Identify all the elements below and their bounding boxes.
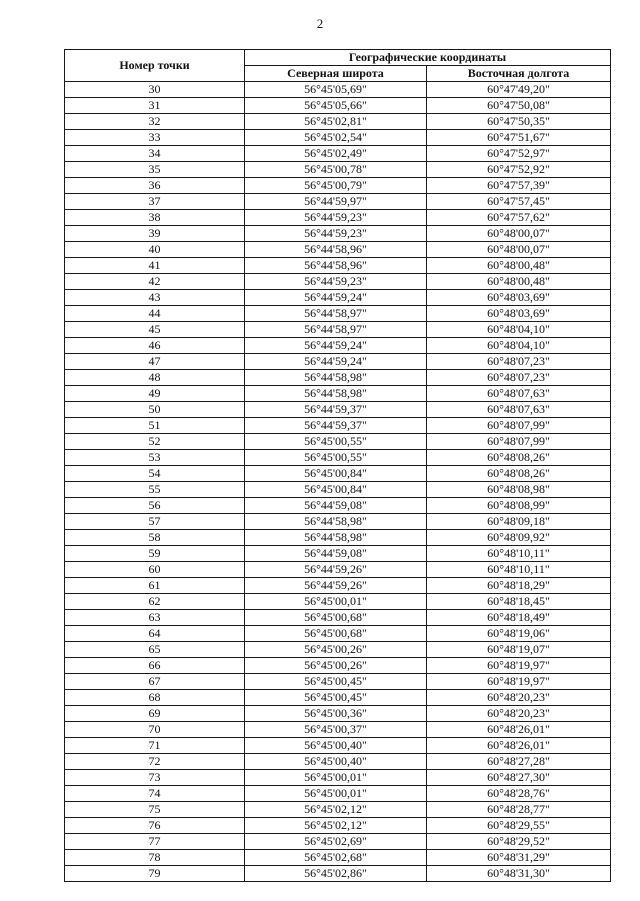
longitude-cell: 60°48'04,10"	[427, 322, 611, 338]
point-number-cell: 36	[65, 178, 245, 194]
point-number-cell: 66	[65, 658, 245, 674]
table-row	[65, 642, 611, 658]
longitude-cell: 60°47'49,20"	[427, 82, 611, 98]
point-number-cell: 64	[65, 626, 245, 642]
table-row	[65, 178, 611, 194]
point-number-cell: 50	[65, 402, 245, 418]
latitude-cell: 56°45'00,37"	[245, 722, 427, 738]
table-row	[65, 258, 611, 274]
latitude-cell: 56°44'59,24"	[245, 354, 427, 370]
longitude-cell: 60°48'18,29"	[427, 578, 611, 594]
table-row	[65, 850, 611, 866]
longitude-cell: 60°48'09,18"	[427, 514, 611, 530]
latitude-cell: 56°44'58,96"	[245, 242, 427, 258]
latitude-cell: 56°45'00,79"	[245, 178, 427, 194]
latitude-cell: 56°45'00,45"	[245, 674, 427, 690]
point-number-cell: 79	[65, 866, 245, 882]
longitude-cell: 60°48'18,49"	[427, 610, 611, 626]
latitude-cell: 56°44'59,08"	[245, 498, 427, 514]
longitude-cell: 60°47'52,92"	[427, 162, 611, 178]
point-number-cell: 76	[65, 818, 245, 834]
point-number-cell: 51	[65, 418, 245, 434]
table-row	[65, 338, 611, 354]
latitude-cell: 56°44'59,37"	[245, 402, 427, 418]
point-number-cell: 45	[65, 322, 245, 338]
point-number-cell: 47	[65, 354, 245, 370]
table-row	[65, 242, 611, 258]
table-row	[65, 626, 611, 642]
longitude-cell: 60°48'29,52"	[427, 834, 611, 850]
point-number-cell: 77	[65, 834, 245, 850]
table-row	[65, 786, 611, 802]
point-number-cell: 49	[65, 386, 245, 402]
table-row	[65, 194, 611, 210]
point-number-cell: 55	[65, 482, 245, 498]
header-point-number: Номер точки	[65, 50, 245, 82]
latitude-cell: 56°45'05,69"	[245, 82, 427, 98]
longitude-cell: 60°48'09,92"	[427, 530, 611, 546]
longitude-cell: 60°48'00,48"	[427, 258, 611, 274]
longitude-cell: 60°48'10,11"	[427, 546, 611, 562]
latitude-cell: 56°45'00,68"	[245, 610, 427, 626]
latitude-cell: 56°45'02,68"	[245, 850, 427, 866]
longitude-cell: 60°48'00,07"	[427, 226, 611, 242]
longitude-cell: 60°48'00,48"	[427, 274, 611, 290]
latitude-cell: 56°44'59,97"	[245, 194, 427, 210]
point-number-cell: 53	[65, 450, 245, 466]
table-row	[65, 274, 611, 290]
latitude-cell: 56°45'00,01"	[245, 770, 427, 786]
point-number-cell: 38	[65, 210, 245, 226]
table-row	[65, 354, 611, 370]
point-number-cell: 72	[65, 754, 245, 770]
table-row	[65, 610, 611, 626]
table-row	[65, 546, 611, 562]
table-row	[65, 770, 611, 786]
point-number-cell: 39	[65, 226, 245, 242]
table-row	[65, 82, 611, 98]
point-number-cell: 52	[65, 434, 245, 450]
table-row	[65, 738, 611, 754]
latitude-cell: 56°44'59,26"	[245, 562, 427, 578]
longitude-cell: 60°48'27,28"	[427, 754, 611, 770]
longitude-cell: 60°48'07,99"	[427, 418, 611, 434]
latitude-cell: 56°44'58,97"	[245, 306, 427, 322]
longitude-cell: 60°48'00,07"	[427, 242, 611, 258]
longitude-cell: 60°48'10,11"	[427, 562, 611, 578]
table-row	[65, 450, 611, 466]
latitude-cell: 56°45'00,55"	[245, 434, 427, 450]
longitude-cell: 60°47'57,62"	[427, 210, 611, 226]
table-row	[65, 514, 611, 530]
table-row	[65, 674, 611, 690]
point-number-cell: 40	[65, 242, 245, 258]
point-number-cell: 58	[65, 530, 245, 546]
point-number-cell: 42	[65, 274, 245, 290]
longitude-cell: 60°48'31,29"	[427, 850, 611, 866]
table-row	[65, 818, 611, 834]
table-row	[65, 658, 611, 674]
latitude-cell: 56°45'00,45"	[245, 690, 427, 706]
longitude-cell: 60°48'18,45"	[427, 594, 611, 610]
table-header	[65, 50, 611, 82]
longitude-cell: 60°48'28,77"	[427, 802, 611, 818]
point-number-cell: 62	[65, 594, 245, 610]
point-number-cell: 35	[65, 162, 245, 178]
latitude-cell: 56°45'00,01"	[245, 786, 427, 802]
longitude-cell: 60°48'20,23"	[427, 690, 611, 706]
point-number-cell: 61	[65, 578, 245, 594]
point-number-cell: 69	[65, 706, 245, 722]
header-geo-coordinates: Географические координаты	[245, 50, 611, 66]
header-east-longitude: Восточная долгота	[427, 66, 611, 82]
longitude-cell: 60°48'19,97"	[427, 658, 611, 674]
longitude-cell: 60°48'26,01"	[427, 722, 611, 738]
latitude-cell: 56°45'00,40"	[245, 754, 427, 770]
table-row	[65, 706, 611, 722]
point-number-cell: 46	[65, 338, 245, 354]
table-row	[65, 866, 611, 882]
longitude-cell: 60°48'08,99"	[427, 498, 611, 514]
table-row	[65, 322, 611, 338]
point-number-cell: 75	[65, 802, 245, 818]
point-number-cell: 68	[65, 690, 245, 706]
table-row	[65, 98, 611, 114]
longitude-cell: 60°48'08,26"	[427, 450, 611, 466]
longitude-cell: 60°48'19,06"	[427, 626, 611, 642]
table-row	[65, 482, 611, 498]
table-row	[65, 722, 611, 738]
table-row	[65, 370, 611, 386]
table-row	[65, 754, 611, 770]
point-number-cell: 74	[65, 786, 245, 802]
longitude-cell: 60°48'03,69"	[427, 306, 611, 322]
point-number-cell: 71	[65, 738, 245, 754]
latitude-cell: 56°45'00,40"	[245, 738, 427, 754]
latitude-cell: 56°44'59,08"	[245, 546, 427, 562]
table-row	[65, 578, 611, 594]
point-number-cell: 78	[65, 850, 245, 866]
longitude-cell: 60°48'07,23"	[427, 370, 611, 386]
latitude-cell: 56°44'59,24"	[245, 338, 427, 354]
table-row	[65, 162, 611, 178]
latitude-cell: 56°44'59,26"	[245, 578, 427, 594]
table-row	[65, 434, 611, 450]
latitude-cell: 56°44'58,98"	[245, 370, 427, 386]
latitude-cell: 56°45'00,36"	[245, 706, 427, 722]
table-row	[65, 226, 611, 242]
latitude-cell: 56°44'58,98"	[245, 514, 427, 530]
latitude-cell: 56°44'59,23"	[245, 274, 427, 290]
table-row	[65, 690, 611, 706]
latitude-cell: 56°44'58,97"	[245, 322, 427, 338]
longitude-cell: 60°47'52,97"	[427, 146, 611, 162]
latitude-cell: 56°45'00,84"	[245, 466, 427, 482]
longitude-cell: 60°48'07,23"	[427, 354, 611, 370]
latitude-cell: 56°45'02,86"	[245, 866, 427, 882]
longitude-cell: 60°47'51,67"	[427, 130, 611, 146]
longitude-cell: 60°48'07,63"	[427, 402, 611, 418]
point-number-cell: 44	[65, 306, 245, 322]
latitude-cell: 56°44'59,37"	[245, 418, 427, 434]
latitude-cell: 56°44'59,23"	[245, 226, 427, 242]
longitude-cell: 60°48'04,10"	[427, 338, 611, 354]
longitude-cell: 60°47'50,08"	[427, 98, 611, 114]
point-number-cell: 32	[65, 114, 245, 130]
table-row	[65, 498, 611, 514]
table-row	[65, 418, 611, 434]
table-row	[65, 594, 611, 610]
longitude-cell: 60°48'29,55"	[427, 818, 611, 834]
latitude-cell: 56°45'02,12"	[245, 818, 427, 834]
latitude-cell: 56°45'02,12"	[245, 802, 427, 818]
point-number-cell: 59	[65, 546, 245, 562]
latitude-cell: 56°45'02,54"	[245, 130, 427, 146]
page-number: 2	[316, 16, 324, 31]
point-number-cell: 67	[65, 674, 245, 690]
longitude-cell: 60°48'27,30"	[427, 770, 611, 786]
longitude-cell: 60°48'03,69"	[427, 290, 611, 306]
longitude-cell: 60°48'19,07"	[427, 642, 611, 658]
longitude-cell: 60°47'50,35"	[427, 114, 611, 130]
latitude-cell: 56°45'00,26"	[245, 658, 427, 674]
longitude-cell: 60°48'08,26"	[427, 466, 611, 482]
table-row	[65, 802, 611, 818]
table-row	[65, 466, 611, 482]
longitude-cell: 60°48'26,01"	[427, 738, 611, 754]
point-number-cell: 30	[65, 82, 245, 98]
latitude-cell: 56°45'00,26"	[245, 642, 427, 658]
point-number-cell: 70	[65, 722, 245, 738]
point-number-cell: 65	[65, 642, 245, 658]
table-row	[65, 146, 611, 162]
point-number-cell: 31	[65, 98, 245, 114]
point-number-cell: 41	[65, 258, 245, 274]
latitude-cell: 56°44'59,23"	[245, 210, 427, 226]
latitude-cell: 56°45'00,01"	[245, 594, 427, 610]
table-row	[65, 306, 611, 322]
coordinates-table	[64, 49, 611, 882]
header-row-top	[65, 50, 611, 66]
point-number-cell: 33	[65, 130, 245, 146]
table-body	[65, 82, 611, 882]
point-number-cell: 54	[65, 466, 245, 482]
header-north-latitude: Северная широта	[245, 66, 427, 82]
table-row	[65, 130, 611, 146]
latitude-cell: 56°44'59,24"	[245, 290, 427, 306]
latitude-cell: 56°45'00,55"	[245, 450, 427, 466]
table-row	[65, 530, 611, 546]
table-row	[65, 386, 611, 402]
longitude-cell: 60°48'19,97"	[427, 674, 611, 690]
longitude-cell: 60°47'57,45"	[427, 194, 611, 210]
latitude-cell: 56°45'02,69"	[245, 834, 427, 850]
latitude-cell: 56°45'00,84"	[245, 482, 427, 498]
table-row	[65, 290, 611, 306]
latitude-cell: 56°45'02,81"	[245, 114, 427, 130]
longitude-cell: 60°48'31,30"	[427, 866, 611, 882]
longitude-cell: 60°47'57,39"	[427, 178, 611, 194]
longitude-cell: 60°48'07,63"	[427, 386, 611, 402]
point-number-cell: 60	[65, 562, 245, 578]
latitude-cell: 56°45'00,68"	[245, 626, 427, 642]
point-number-cell: 73	[65, 770, 245, 786]
point-number-cell: 57	[65, 514, 245, 530]
longitude-cell: 60°48'07,99"	[427, 434, 611, 450]
table-row	[65, 562, 611, 578]
table-row	[65, 210, 611, 226]
latitude-cell: 56°45'00,78"	[245, 162, 427, 178]
point-number-cell: 56	[65, 498, 245, 514]
latitude-cell: 56°45'02,49"	[245, 146, 427, 162]
point-number-cell: 43	[65, 290, 245, 306]
table-row	[65, 834, 611, 850]
latitude-cell: 56°45'05,66"	[245, 98, 427, 114]
point-number-cell: 34	[65, 146, 245, 162]
point-number-cell: 37	[65, 194, 245, 210]
longitude-cell: 60°48'20,23"	[427, 706, 611, 722]
latitude-cell: 56°44'58,98"	[245, 530, 427, 546]
latitude-cell: 56°44'58,96"	[245, 258, 427, 274]
longitude-cell: 60°48'28,76"	[427, 786, 611, 802]
latitude-cell: 56°44'58,98"	[245, 386, 427, 402]
table-row	[65, 402, 611, 418]
point-number-cell: 48	[65, 370, 245, 386]
table-row	[65, 114, 611, 130]
longitude-cell: 60°48'08,98"	[427, 482, 611, 498]
point-number-cell: 63	[65, 610, 245, 626]
